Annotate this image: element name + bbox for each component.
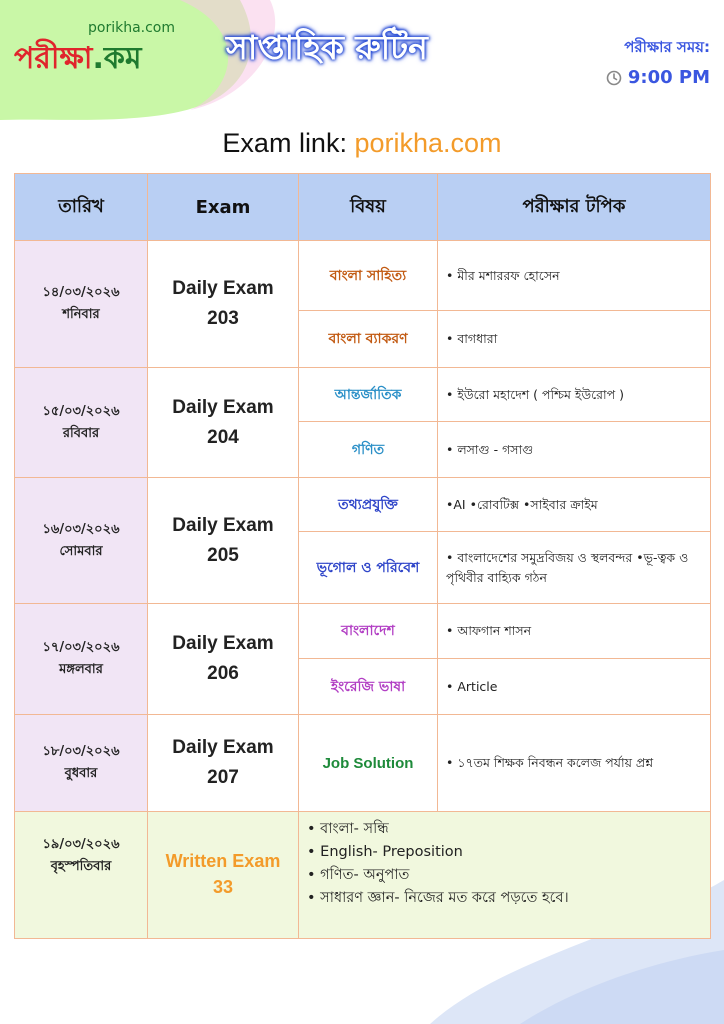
exam-number: 204 xyxy=(207,426,239,448)
table-row xyxy=(15,604,711,659)
written-topic-item: • English- Preposition xyxy=(307,844,463,860)
page-title: সাপ্তাহিক রুটিন xyxy=(226,28,428,67)
exam-cell xyxy=(148,478,299,604)
day-text: মঙ্গলবার xyxy=(59,662,103,677)
subject-cell: বাংলা সাহিত্য xyxy=(299,241,438,311)
exam-time-value xyxy=(560,67,710,88)
exam-cell xyxy=(148,241,299,368)
exam-cell xyxy=(148,368,299,478)
exam-link xyxy=(0,128,724,159)
exam-time-label: পরীক্ষার সময়: xyxy=(624,38,710,56)
subject-cell: ভূগোল ও পরিবেশ xyxy=(299,532,438,604)
logo-text-part2: .কম xyxy=(92,41,142,76)
table-row xyxy=(15,368,711,422)
table-row xyxy=(15,478,711,532)
exam-time-text: 9:00 PM xyxy=(627,67,710,88)
exam-time xyxy=(560,36,710,88)
date-cell xyxy=(15,715,148,812)
topic-cell: • Article xyxy=(438,659,711,715)
table-header-row xyxy=(15,174,711,241)
logo[interactable] xyxy=(14,20,214,82)
exam-cell xyxy=(148,604,299,715)
day-text: বৃহস্পতিবার xyxy=(50,859,112,874)
table-row xyxy=(15,715,711,812)
exam-name: Daily Exam xyxy=(172,396,274,418)
exam-name: Daily Exam xyxy=(172,278,274,299)
clock-icon xyxy=(606,70,622,86)
subject-cell: গণিত xyxy=(299,422,438,478)
header-topic: পরীক্ষার টপিক xyxy=(438,174,711,241)
exam-name: Daily Exam xyxy=(172,514,274,536)
exam-name: Daily Exam xyxy=(172,633,274,654)
exam-cell xyxy=(148,715,299,812)
exam-name: Daily Exam xyxy=(172,737,274,758)
topic-cell: • লসাগু - গসাগু xyxy=(438,422,711,478)
topic-cell: • আফগান শাসন xyxy=(438,604,711,659)
date-text: ১৬/০৩/২০২৬ xyxy=(42,521,120,537)
header-exam: Exam xyxy=(148,174,299,241)
exam-number: 203 xyxy=(207,308,239,329)
subject-cell: বাংলা ব্যাকরণ xyxy=(299,311,438,368)
topic-cell: • ১৭তম শিক্ষক নিবন্ধন কলেজ পর্যায় প্রশ্ন xyxy=(438,715,711,812)
date-cell xyxy=(15,241,148,368)
header-date: তারিখ xyxy=(15,174,148,241)
date-cell xyxy=(15,604,148,715)
day-text: রবিবার xyxy=(62,425,100,441)
subject-cell: আন্তর্জাতিক xyxy=(299,368,438,422)
date-text: ১৭/০৩/২০২৬ xyxy=(42,640,120,655)
logo-text xyxy=(14,34,142,85)
day-text: বুধবার xyxy=(64,766,98,781)
date-text: ১৮/০৩/২০২৬ xyxy=(42,744,120,759)
logo-url: porikha.com xyxy=(88,20,176,36)
exam-number: 205 xyxy=(207,544,239,566)
topic-cell: • বাগধারা xyxy=(438,311,711,368)
written-topics-cell xyxy=(299,812,711,939)
subject-cell: বাংলাদেশ xyxy=(299,604,438,659)
written-topic-item: • গণিত- অনুপাত xyxy=(307,867,410,883)
subject-cell: তথ্যপ্রযুক্তি xyxy=(299,478,438,532)
subject-cell: Job Solution xyxy=(299,715,438,812)
topic-cell: • মীর মশাররফ হোসেন xyxy=(438,241,711,311)
exam-name: Written Exam xyxy=(165,851,281,871)
table-row xyxy=(15,241,711,311)
written-exam-row xyxy=(15,812,711,939)
exam-number: 207 xyxy=(207,767,239,788)
exam-number: 33 xyxy=(212,877,234,897)
exam-cell xyxy=(148,812,299,939)
date-text: ১৫/০৩/২০২৬ xyxy=(42,403,120,419)
topic-cell: •AI •রোবটিক্স •সাইবার ক্রাইম xyxy=(438,478,711,532)
date-text: ১৯/০৩/২০২৬ xyxy=(42,837,120,852)
header-subject: বিষয় xyxy=(299,174,438,241)
logo-text-part1: পরীক্ষা xyxy=(14,41,93,76)
topic-cell: • বাংলাদেশের সমুদ্রবিজয় ও স্থলবন্দর •ভূ-ত্বক ও পৃথিবীর বাহ্যিক গঠন xyxy=(438,532,711,604)
date-cell xyxy=(15,368,148,478)
date-text: ১৪/০৩/২০২৬ xyxy=(42,285,120,300)
exam-number: 206 xyxy=(207,663,239,684)
subject-cell: ইংরেজি ভাষা xyxy=(299,659,438,715)
written-topic-item: • বাংলা- সন্ধি xyxy=(307,821,389,837)
exam-link-url[interactable]: porikha.com xyxy=(354,128,502,158)
written-topic-item: • সাধারণ জ্ঞান- নিজের মত করে পড়তে হবে। xyxy=(307,890,569,906)
routine-table xyxy=(14,173,711,939)
day-text: সোমবার xyxy=(59,543,103,559)
day-text: শনিবার xyxy=(62,307,100,322)
date-cell xyxy=(15,478,148,604)
exam-link-label: Exam link: xyxy=(222,128,347,158)
date-cell xyxy=(15,812,148,939)
topic-cell: • ইউরো মহাদেশ ( পশ্চিম ইউরোপ ) xyxy=(438,368,711,422)
